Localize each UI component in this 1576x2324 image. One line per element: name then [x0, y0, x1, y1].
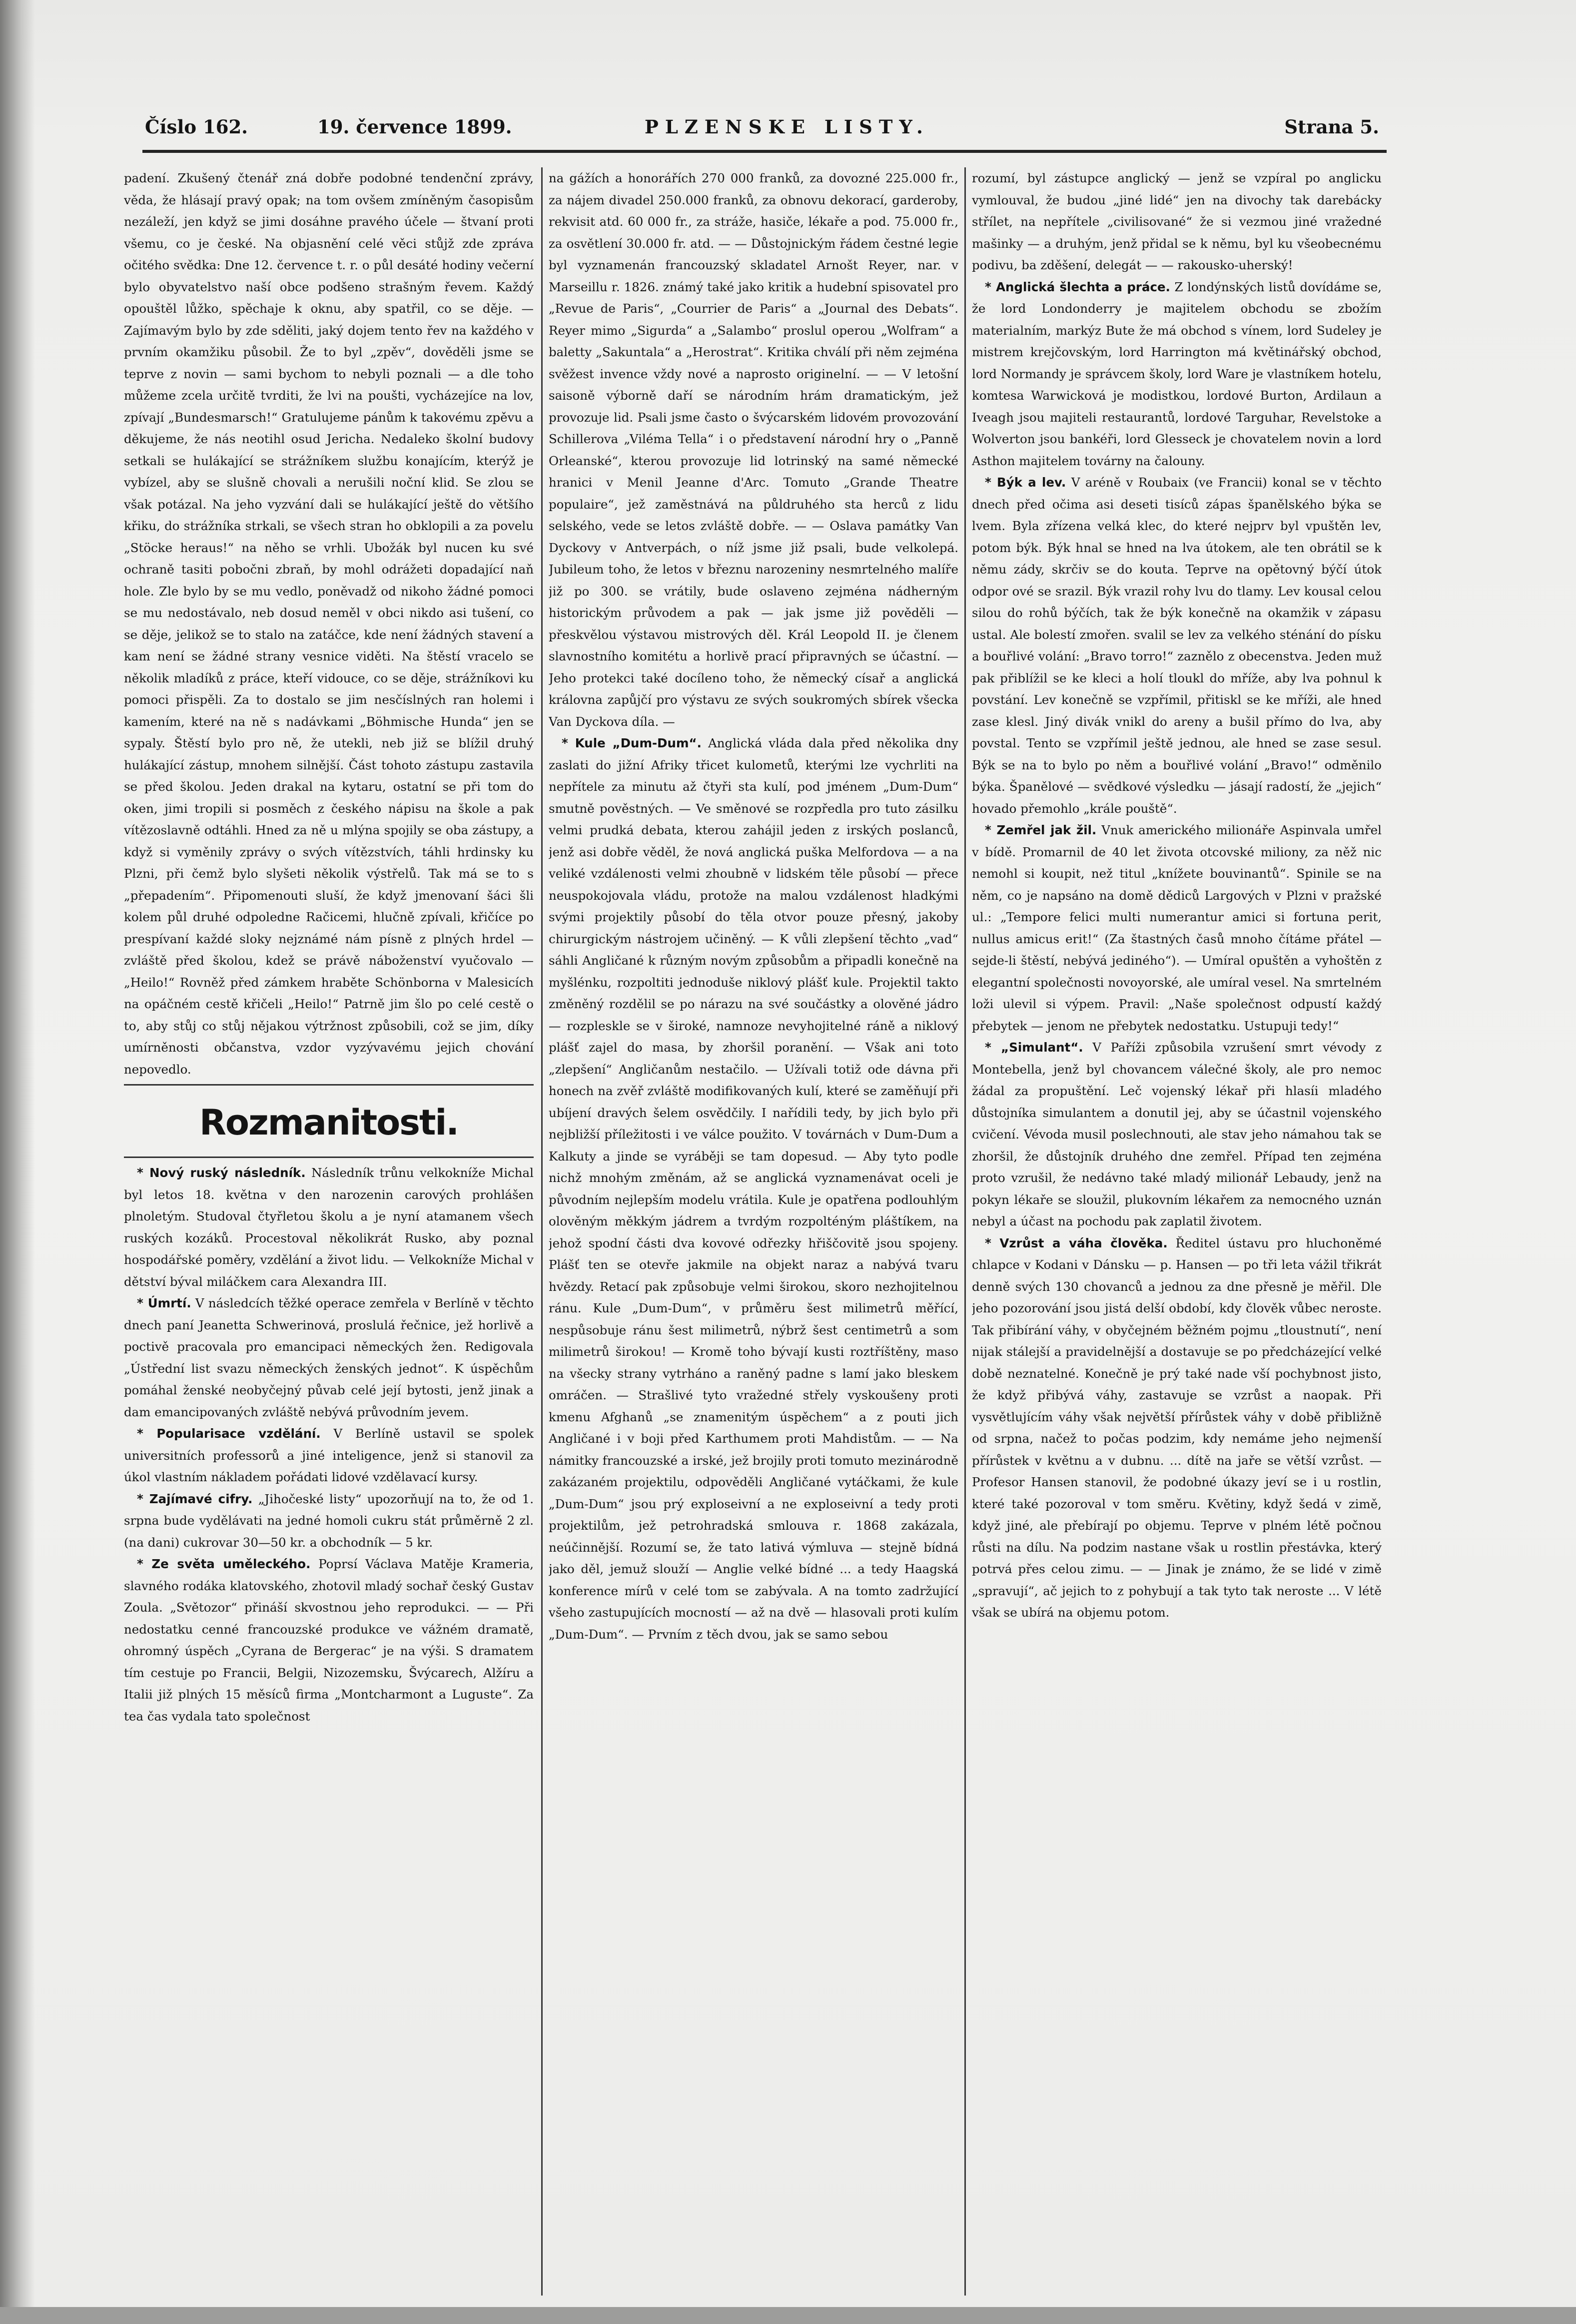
news-item-title: * Zemřel jak žil.	[985, 823, 1097, 837]
news-item-title: * Anglická šlechta a práce.	[985, 279, 1170, 294]
news-item-title: * Býk a lev.	[985, 475, 1066, 490]
news-item-text: Následník trůnu velkokníže Michal byl letos 18. května v den narozenin carových prohlášen plnoletým. Studoval čtyřletou školu a je nyní atamanem všech ruských kozáků. Procestoval několikrát Rusko, aby poznal hospodářské poměry, vzdělání a život lidu. — Velkokníže Michal v dětství býval miláčkem cara Alexandra III.	[124, 1165, 534, 1289]
issue-number: Číslo 162.	[145, 116, 248, 138]
news-item	[124, 1553, 534, 1727]
news-item	[972, 472, 1382, 819]
news-item	[972, 276, 1382, 472]
news-item	[549, 732, 958, 1645]
news-item-text: V Paříži způsobila vzrušení smrt vévody z Montebella, jenž byl chovancem válečné školy, ale pro nemoc žádal za propuštění. Leč vojenský lékař při hlasíi mladého důstojníka simulantem a donutil jej, aby se účastnil vojenského cvičení. Vévoda musil poslechnouti, ale stav jeho námahou tak se zhoršil, že důstojník druhého dne zemřel. Případ ten zejména proto vzrušil, že nedávno také mladý milionář Lebaudy, jenž na pokyn lékaře se sloužil, plukovním lékařem za nemocného uznán nebyl a účast na pochodu pak zaplatil životem.	[972, 1040, 1382, 1228]
news-item-text: Vnuk amerického milionáře Aspinvala umřel v bídě. Promarnil de 40 let života otcovské miliony, za něž nic nemohl si koupit, než titul „knížete bouvinantů“. Spinile se na něm, co je napsáno na domě dědiců Largových v Plzni v pražské ul.: „Tempore felici multi numerantur amici si fortuna perit, nullus amicus erit!“ (Za štastných časů mnoho čítáme přátel — sejde-li štěstí, nebývá jediného“). — Umíral opuštěn a vyhoštěn z elegantní společnosti novoyorské, ale umíral vesel. Na smrtelném loži ulevil si výpem. Pravil: „Naše společnost odpustí každý přebytek — jenom ne přebytek nedostatku. Ustupuji tedy!“	[972, 823, 1382, 1033]
news-item-title: * Nový ruský následník.	[137, 1165, 306, 1180]
page-number: Strana 5.	[1284, 116, 1379, 138]
news-item	[124, 1162, 534, 1292]
news-item-title: * Úmrtí.	[137, 1296, 191, 1310]
news-item-text: V následcích těžké operace zemřela v Berlíně v těchto dnech paní Jeanetta Schwerinová, proslulá řečnice, jež horlivě a poctivě pracovala pro emancipaci německých žen. Redigovala „Ústřední list svazu německých ženských jednot“. K úspěchům pomáhal ženské neobyčejný půvab celé její bytosti, jenž jinak a dam emancipovaných zvláště nebývá průvodním jevem.	[124, 1296, 534, 1419]
news-item	[972, 819, 1382, 1037]
column-1	[124, 167, 534, 2296]
section-rule-bottom	[124, 1157, 534, 1158]
column-3	[972, 167, 1382, 2296]
section-rule-top	[124, 1084, 534, 1086]
news-item-text: Poprsí Václava Matěje Krameria, slavného rodáka klatovského, zhotovil mladý sochař český Gustav Zoula. „Světozor“ přináší skvostnou jeho reprodukci. — — Při nedostatku cenné francouzské produkce ve vážném dramatě, ohromný úspěch „Cyrana de Bergerac“ je na výši. S dramatem tím cestuje po Francii, Belgii, Nizozemsku, Švýcarech, Alžíru a Italii již plných 15 měsíců firma „Montcharmont a Luguste“. Za tea čas vydala tato společnost	[124, 1557, 534, 1724]
news-item-text: „Jihočeské listy“ upozorňují na to, že od 1. srpna bude vydělávati na jedné homoli cukru stát průměrně 2 zl. (na dani) cukrovar 30—50 kr. a obchodník — 5 kr.	[124, 1491, 534, 1550]
news-item-text: V aréně v Roubaix (ve Francii) konal se v těchto dnech před očima asi deseti tisíců zápas španělského býka se lvem. Byla zřízena velká klec, do které nejprv byl vpuštěn lev, potom býk. Býk hnal se hned na lva útokem, ale ten obrátil se k němu zády, skrčiv se do kouta. Teprve na opětovný býčí útok odpor ové se srazil. Býk vrazil rohy lvu do tlamy. Lev kousal celou silou do rohů býčích, tak že býk konečně na okamžik v zápasu ustal. Ale bolestí zmořen. svalil se lev za velkého sténání do písku a bouřlivé volání: „Bravo torro!“ zaznělo z obecenstva. Jeden muž pak přiblížil se ke kleci a holí tloukl do mříže, aby lva pohnul k povstání. Lev konečně se vzpřímil, přitiskl se ke mříži, ale hned zase klesl. Jiný divák vnikl do areny a bušil přímo do lva, aby povstal. Tento se vzpřímil ještě jednou, ale hned se zase sesul. Býk se na to bylo po něm a bouřlivé volání „Bravo!“ odměnilo býka. Španělové — svědkové výsledku — jásají radostí, že „jejich“ hovado přemohlo „krále pouště“.	[972, 475, 1382, 816]
column-divider-1	[541, 167, 543, 2296]
news-item-title: * Popularisace vzdělání.	[137, 1426, 321, 1441]
news-item-text: Ředitel ústavu pro hluchoněmé chlapce v Kodani v Dánsku — p. Hansen — po tři leta vážil třikrát denně svých 130 chovanců a jednou za dne přesně je měřil. Dle jeho pozorování jsou jistá delší období, kdy člověk vůbec neroste. Tak přibírání váhy, v obyčejném běžném pojmu „tloustnutí“, není nijak stálejší a pravidelnější a dostavuje se po předcházející velké době neznatelné. Konečně je prý také nade vší pochybnost jisto, že když přibývá váhy, zastavuje se vzrůst a naopak. Při vysvětlujícím váhy však největší přírůstek váhy v době přibližně od srpna, načež to počas podzim, kdy nemáme jeho nejmenší přírůstek v květnu a v dubnu. ... dítě na jaře se větší vzrůst. — Profesor Hansen stanovil, že podobné úkazy jeví se i u rostlin, které také pozoroval v tom směru. Květiny, když šedá v zimě, když jiné, ale přebírají po objemu. Teprve v plném létě počnou růsti na dílu. Na podzim nastane však u rostlin přestávka, který potrvá přes celou zimu. — — Jinak je známo, že se lidé v zimě „spravují“, ač jejich to z pohybují a tak tyto tak neroste ... V létě však se ubírá na objemu potom.	[972, 1235, 1382, 1620]
news-item-title: * Vzrůst a váha člověka.	[985, 1235, 1168, 1250]
newspaper-title: PLZENSKE LISTY.	[645, 116, 929, 138]
news-item	[124, 1292, 534, 1423]
article-continuation: na gážích a honorářích 270 000 franků, za dovozné 225.000 fr., za nájem divadel 250.000 franků, za obnovu dekorací, garderoby, rekvisit atd. 60 000 fr., za stráže, hasiče, lékaře a pod. 75.000 fr., za osvětlení 30.000 fr. atd. — — Důstojnickým řádem čestné legie byl vyznamenán francouzský skladatel Arnošt Reyer, nar. v Marseillu r. 1826. známý také jako kritik a hudební spisovatel pro „Revue de Paris“, „Courrier de Paris“ a „Journal des Debats“. Reyer mimo „Sigurda“ a „Salambo“ proslul operou „Wolfram“ a baletty „Sakuntala“ a „Herostrat“. Kritika chválí při něm zejména svěžest invence vždy nové a naprosto originelní. — — V letošní saisoně výborně daří se národním hrám dramatickým, jež provozuje lid. Psali jsme často o švýcarském lidovém provozování Schillerova „Viléma Tella“ i o představení národní hry o „Panně Orleanské“, kterou provozuje lid lotrinský na samé německé hranici v Menil Jeanne d'Arc. Tomuto „Grande Theatre populaire“, jež zaměstnává na půldruhého sta herců z lidu selského, vede se letos zvláště dobře. — — Oslava památky Van Dyckovy v Antverpách, o níž jsme již psali, bude velkolepá. Jubileum toho, že letos v březnu narozeniny nesmrtelného malíře již po 300. se vrátily, bude oslaveno zejména nádherným historickým průvodem a pak — jak jsme již pověděli — přeskvělou výstavou mistrových děl. Král Leopold II. je členem slavnostního komitétu a horlivě prací připravných se účastní. — Jeho protekci také docíleno toho, že německý císař a anglická královna zapůjčí pro výstavu ze svých soukromých sbírek všecka Van Dyckova díla. —	[549, 171, 958, 729]
column-2	[549, 167, 958, 2296]
news-item	[972, 1232, 1382, 1624]
news-item	[124, 1488, 534, 1554]
article-continuation: rozumí, byl zástupce anglický — jenž se vzpíral po anglicku vymlouval, že budou „jiné lidé“ jen na divochy tak darebácky střílet, na nepřítele „civilisované“ že si vezmou jiné vražedné mašinky — a druhým, jenž přidal se k němu, byl ku všeobecnému podivu, ba zděšení, delegát — — rakousko-uherský!	[972, 171, 1382, 272]
section-heading: Rozmanitosti.	[199, 1102, 458, 1143]
article-continuation: padení. Zkušený čtenář zná dobře podobné tendenční zprávy, věda, že hlásají pravý opak; na tom ovšem zmíněným časopisům nezáleží, jen když se jimi dosáhne pravého účele — štvaní proti všemu, co je české. Na objasnění celé věci stůjž zde zpráva očitého svědka: Dne 12. července t. r. o půl desáté hodiny večerní bylo obyvatelstvo naší obce podšeno strašným řevem. Každý opouštěl lůžko, spěchaje k oknu, aby spatřil, co se děje. — Zajímavým bylo by zde sděliti, jaký dojem tento řev na každého v prvním okamžiku působil. Že to byl „zpěv“, dověděli jsme se teprve z novin — sami bychom to nebyli poznali — a dle toho můžeme zcela určitě tvrditi, že lvi na poušti, vycházejíce na lov, zpívají „Bundesmarsch!“ Gratulujeme pánům k takovému zpěvu a děkujeme, že nás neotihl osud Jericha. Nedaleko školní budovy setkali se hulákající se strážníkem službu konajícím, kterýž je vybízel, aby se slušně chovali a nerušili noční klid. Se zlou se však potázal. Na jeho vyzvání dali se hulákající ještě do většího křiku, do strážníka strkali, se všech stran ho obklopili a za povelu „Stöcke heraus!“ na něho se vrhli. Ubožák byl nucen ku své ochraně tasiti pobočni zbraň, by mohl odrážeti dopadající naň hole. Zle bylo by se mu vedlo, poněvadž od nikoho žádné pomoci se mu nedostávalo, neb dosud neměl v obci nikdo asi tušení, co se děje, jelikož se to stalo na zatáčce, kde není žádných stavení a kam není se žádné strany vesnice viděti. Na štěstí vracelo se několik mladíků z práce, kteří vidouce, co se děje, strážníkovi ku pomoci přispěli. Za to dostalo se jim nesčíslných ran holemi i kamením, které na ně s nadávkami „Böhmische Hunda“ jen se sypaly. Štěstí bylo pro ně, že utekli, neb již se blížil druhý hulákající zástup, mnohem silnější. Část tohoto zástupu zastavila se před školou. Jeden drakal na kytaru, ostatní se při tom do oken, jimi tropili si posměch z českého nápisu na škole a pak vítězoslavně odtáhli. Hned za ně u mlýna spojily se oba zástupy, a když si vyměnily zprávy o svých vítězstvích, táhli hrdinsky ku Plzni, při čemž bylo slyšeti několik výstřelů. Tak má se to s „přepadením“. Připomenouti sluší, že když jmenovaní šáci šli kolem půl druhé odpoledne Račicemi, hlučně zpívali, křičíce po prespívaní každé sloky nejznámé nám písně z plných hrdel — zvláště před školou, kdež se právě náboženství vyučovalo — „Heilo!“ Rovněž před zámkem hraběte Schönborna v Malesicích na opáčném cestě křičeli „Heilo!“ Patrně jim šlo po celé cestě o to, aby stůj co stůj nějakou výtržnost způsobili, což se jim, díky umírněnosti občanstva, vzdor vyzývavému jejich chování nepovedlo.	[124, 171, 534, 1077]
news-item	[124, 1423, 534, 1488]
page-header	[145, 116, 1379, 146]
news-item	[972, 1037, 1382, 1232]
column-divider-2	[964, 167, 966, 2296]
header-rule	[142, 150, 1387, 153]
news-item-text: Z londýnských listů dovídáme se, že lord Londonderry je majitelem obchodu se zbožím materialním, markýz Bute že má obchod s vínem, lord Sudeley je mistrem krejčovským, lord Harrington má květinářský obchod, lord Normandy je správcem školy, lord Ware je vlastníkem hotelu, komtesa Warwicková je modistkou, lordové Burton, Ardilaun a Iveagh jsou majiteli restaurantů, lordové Targuhar, Revelstoke a Wolverton jsou bankéři, lord Glesseck je chovatelem novin a lord Asthon majitelem továrny na čalouny.	[972, 279, 1382, 468]
news-item-title: * Kule „Dum-Dum“.	[562, 736, 702, 750]
scan-shadow-bottom	[0, 2307, 1576, 2324]
news-item-text: Anglická vláda dala před několika dny zaslati do jižní Afriky třicet kulometů, kterými lze vychrliti na nepřítele za minutu až čtyři sta kulí, pod jménem „Dum-Dum“ smutně pověstných. — Ve směnové se rozpředla pro tuto zásilku velmi prudká debata, kterou zahájil jeden z irských poslanců, jenž asi dobře věděl, že nová anglická puška Melfordova — a na veliké vzdálenosti velmi zhoubně v lidském těle působí — přece neuspokojovala vládu, protože na malou vzdálenost hladkými svými projektily působí do těla otvor pouze přesný, jakoby chirurgickým nástrojem učiněný. — K vůli zlepšení těchto „vad“ sáhli Angličané k různým novým způsobům a připadli konečně na myšlénku, rozpoltiti jednoduše niklový plášť kule. Projektil takto změněný rozdělil se po nárazu na své součástky a olověné jádro — rozpleskle se v široké, namnoze nevyhojitelné ráně a niklový plášť zajel do masa, by zhoršil poranění. — Však ani toto „zlepšení“ Angličanům nestačilo. — Užívali totiž ode dávna při honech na zvěř zvláště modifikovaných kulí, které se zaměňují při ubíjení dravých šelem osvědčily. I nařídili tedy, by jich bylo při nejbližší příležitosti i ve válce použito. V továrnách v Dum-Dum a Kalkuty a jinde se vyráběji se tam dopesud. — Aby tyto podle nichž mnohým změnám, až se anglická vyznamenávat oceli je původním nejlepším modelu vrátila. Kule je opatřena podlouhlým olověným měkkým jádrem a tvrdým rozpolténým pláštíkem, na jehož spodní části dva kovové odřezky hřiščovitě jsou spojeny. Plášť ten se otevře jakmile na objekt naraz a nabývá tvaru hvězdy. Retací pak způsobuje velmi širokou, skoro nezhojitelnou ránu. Kule „Dum-Dum“, v průměru šest milimetrů měřící, nespůsobuje ránu šest milimetrů, nýbrž šest centimetrů a som milimetrů širokou! — Kromě toho bývají kusti roztříštěny, maso na všecky strany vytrháno a raněný padne s lamí jako bleskem omráčen. — Strašlivé tyto vražedné střely vyskoušeny proti kmenu Afghanů „se znamenitým úspěchem“ a z pouti jich Angličané i v boji před Karthumem proti Mahdistům. — — Na námitky francouzské a irské, jež brojily proti tomuto mezinárodně zakázaném projektilu, odpověděli Angličané vytáčkami, že kule „Dum-Dum“ jsou prý exploseivní a ne exploseivní a tedy proti projektilům, jež petrohradská smlouva r. 1868 zakázala, neúčinnější. Rozumí se, že tato lativá výmluva — stejně bídná jako děl, jemuž slouží — Anglie velké bídné ... a tedy Haagská konference mírů v celé tom se zabývala. A na tomto zadržující všeho zastupujících mocností — až na dvě — hlasovali proti kulím „Dum-Dum“. — Prvním z těch dvou, jak se samo sebou	[549, 736, 958, 1642]
news-item-title: * „Simulant“.	[985, 1040, 1083, 1055]
news-item-text: V Berlíně ustavil se spolek universitních professorů a jiné inteligence, jenž si stanovil za úkol vlastním nákladem pořádati lidové vzdělavací kursy.	[124, 1426, 534, 1484]
news-item-title: * Zajímavé cifry.	[137, 1491, 253, 1506]
scan-shadow-left	[0, 0, 35, 2324]
issue-date: 19. července 1899.	[317, 116, 512, 138]
news-item-title: * Ze světa uměleckého.	[137, 1557, 311, 1571]
